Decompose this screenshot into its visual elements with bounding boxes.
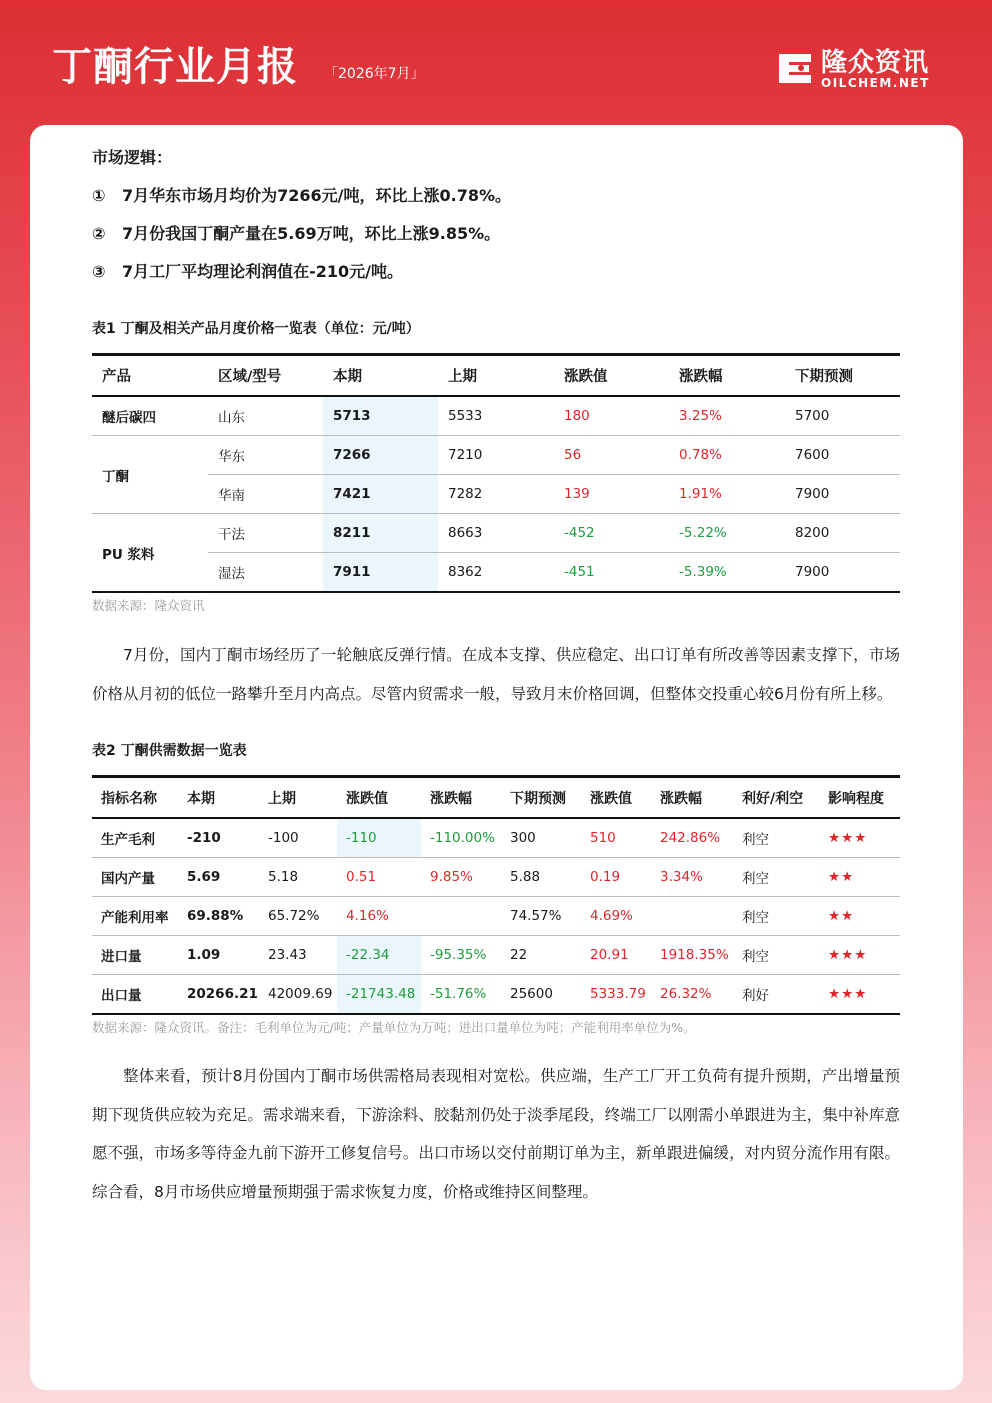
forecast-cell: 7600 bbox=[785, 436, 900, 475]
current-cell: 5713 bbox=[323, 396, 438, 436]
table-row bbox=[92, 818, 900, 858]
change-cell: -451 bbox=[554, 553, 669, 593]
market-logic-item bbox=[92, 261, 900, 283]
column-header: 上期 bbox=[438, 355, 554, 397]
current-cell: 7421 bbox=[323, 475, 438, 514]
price-table bbox=[92, 353, 900, 593]
forecast-change-cell: 4.69% bbox=[581, 897, 651, 936]
pct-cell: 0.78% bbox=[669, 436, 785, 475]
impact-level-stars: ★★★ bbox=[819, 818, 900, 858]
oilchem-logo-icon bbox=[775, 50, 815, 86]
impact-level-stars: ★★★ bbox=[819, 975, 900, 1015]
forecast-cell: 25600 bbox=[501, 975, 581, 1015]
indicator-cell: 国内产量 bbox=[92, 858, 178, 897]
column-header: 影响程度 bbox=[819, 777, 900, 819]
table2-title: 表2 丁酮供需数据一览表 bbox=[92, 743, 247, 759]
forecast-cell: 7900 bbox=[785, 475, 900, 514]
indicator-cell: 生产毛利 bbox=[92, 818, 178, 858]
previous-cell: 65.72% bbox=[259, 897, 337, 936]
table-row bbox=[92, 858, 900, 897]
forecast-cell: 8200 bbox=[785, 514, 900, 553]
table-row bbox=[92, 936, 900, 975]
current-cell: 69.88% bbox=[178, 897, 259, 936]
product-cell: 丁酮 bbox=[92, 436, 208, 514]
forecast-pct-cell: 1918.35% bbox=[651, 936, 733, 975]
column-header: 涨跌值 bbox=[581, 777, 651, 819]
column-header: 本期 bbox=[323, 355, 438, 397]
previous-cell: 7282 bbox=[438, 475, 554, 514]
previous-cell: 7210 bbox=[438, 436, 554, 475]
pct-cell: 9.85% bbox=[421, 858, 501, 897]
column-header: 涨跌幅 bbox=[669, 355, 785, 397]
forecast-cell: 300 bbox=[501, 818, 581, 858]
column-header: 涨跌值 bbox=[554, 355, 669, 397]
logo-text-cn: 隆众资讯 bbox=[821, 48, 930, 78]
logic-number: ③ bbox=[92, 262, 106, 281]
pct-cell: 3.25% bbox=[669, 396, 785, 436]
impact-cell: 利空 bbox=[733, 936, 819, 975]
impact-cell: 利空 bbox=[733, 858, 819, 897]
column-header: 本期 bbox=[178, 777, 259, 819]
column-header: 涨跌值 bbox=[337, 777, 421, 819]
table-row bbox=[92, 436, 900, 475]
indicator-cell: 进口量 bbox=[92, 936, 178, 975]
previous-cell: -100 bbox=[259, 818, 337, 858]
forecast-change-cell: 510 bbox=[581, 818, 651, 858]
impact-level-stars: ★★ bbox=[819, 897, 900, 936]
logic-text: 7月工厂平均理论利润值在-210元/吨。 bbox=[122, 262, 404, 281]
region-cell: 湿法 bbox=[208, 553, 323, 593]
impact-level-stars: ★★ bbox=[819, 858, 900, 897]
report-card bbox=[30, 125, 963, 1390]
change-cell: 0.51 bbox=[337, 858, 421, 897]
change-cell: 139 bbox=[554, 475, 669, 514]
region-cell: 山东 bbox=[208, 396, 323, 436]
market-logic-item bbox=[92, 185, 900, 207]
forecast-pct-cell: 242.86% bbox=[651, 818, 733, 858]
report-title: 丁酮行业月报 bbox=[52, 44, 298, 90]
table-row bbox=[92, 514, 900, 553]
change-cell: -110 bbox=[337, 818, 421, 858]
table1-source: 数据来源：隆众资讯 bbox=[92, 598, 205, 613]
logo-text-en: OILCHEM.NET bbox=[821, 76, 930, 90]
table-row bbox=[92, 553, 900, 593]
change-cell: 180 bbox=[554, 396, 669, 436]
report-header bbox=[0, 0, 992, 125]
oilchem-logo bbox=[775, 50, 945, 90]
column-header: 涨跌幅 bbox=[421, 777, 501, 819]
change-cell: -452 bbox=[554, 514, 669, 553]
forecast-pct-cell: 3.34% bbox=[651, 858, 733, 897]
logic-text: 7月华东市场月均价为7266元/吨，环比上涨0.78%。 bbox=[122, 186, 512, 205]
table-row bbox=[92, 396, 900, 436]
change-cell: 4.16% bbox=[337, 897, 421, 936]
forecast-pct-cell bbox=[651, 897, 733, 936]
product-cell: 醚后碳四 bbox=[92, 396, 208, 436]
impact-level-stars: ★★★ bbox=[819, 936, 900, 975]
forecast-cell: 22 bbox=[501, 936, 581, 975]
region-cell: 华南 bbox=[208, 475, 323, 514]
logic-number: ① bbox=[92, 186, 106, 205]
column-header: 涨跌幅 bbox=[651, 777, 733, 819]
pct-cell: -110.00% bbox=[421, 818, 501, 858]
column-header: 下期预测 bbox=[785, 355, 900, 397]
market-logic-title: 市场逻辑： bbox=[92, 148, 173, 167]
table-row bbox=[92, 975, 900, 1015]
forecast-change-cell: 5333.79 bbox=[581, 975, 651, 1015]
change-cell: 56 bbox=[554, 436, 669, 475]
previous-cell: 8663 bbox=[438, 514, 554, 553]
column-header: 下期预测 bbox=[501, 777, 581, 819]
impact-cell: 利空 bbox=[733, 818, 819, 858]
report-date: 「2026年7月」 bbox=[324, 66, 425, 82]
table1-title: 表1 丁酮及相关产品月度价格一览表（单位：元/吨） bbox=[92, 321, 420, 337]
forecast-cell: 5.88 bbox=[501, 858, 581, 897]
column-header: 产品 bbox=[92, 355, 208, 397]
forecast-change-cell: 0.19 bbox=[581, 858, 651, 897]
pct-cell: -51.76% bbox=[421, 975, 501, 1015]
forecast-change-cell: 20.91 bbox=[581, 936, 651, 975]
analysis-paragraph-1: 7月份，国内丁酮市场经历了一轮触底反弹行情。在成本支撑、供应稳定、出口订单有所改善等因素支撑下，市场价格从月初的低位一路攀升至月内高点。尽管内贸需求一般，导致月末价格回调，但整体交投重心较6月份有所上移。 bbox=[92, 646, 900, 703]
current-cell: 20266.21 bbox=[178, 975, 259, 1015]
previous-cell: 5533 bbox=[438, 396, 554, 436]
pct-cell: 1.91% bbox=[669, 475, 785, 514]
column-header: 上期 bbox=[259, 777, 337, 819]
region-cell: 华东 bbox=[208, 436, 323, 475]
table-header-row bbox=[92, 355, 900, 397]
table-row bbox=[92, 475, 900, 514]
forecast-pct-cell: 26.32% bbox=[651, 975, 733, 1015]
forecast-cell: 7900 bbox=[785, 553, 900, 593]
forecast-cell: 5700 bbox=[785, 396, 900, 436]
column-header: 利好/利空 bbox=[733, 777, 819, 819]
current-cell: 5.69 bbox=[178, 858, 259, 897]
column-header: 指标名称 bbox=[92, 777, 178, 819]
current-cell: 1.09 bbox=[178, 936, 259, 975]
region-cell: 干法 bbox=[208, 514, 323, 553]
column-header: 区域/型号 bbox=[208, 355, 323, 397]
table-header-row bbox=[92, 777, 900, 819]
current-cell: 7911 bbox=[323, 553, 438, 593]
indicator-cell: 出口量 bbox=[92, 975, 178, 1015]
current-cell: -210 bbox=[178, 818, 259, 858]
pct-cell: -5.39% bbox=[669, 553, 785, 593]
pct-cell bbox=[421, 897, 501, 936]
table2-source: 数据来源：隆众资讯。备注：毛利单位为元/吨；产量单位为万吨；进出口量单位为吨；产能利用率单位为%。 bbox=[92, 1020, 696, 1035]
impact-cell: 利好 bbox=[733, 975, 819, 1015]
analysis-paragraph-2: 整体来看，预计8月份国内丁酮市场供需格局表现相对宽松。供应端，生产工厂开工负荷有提升预期，产出增量预期下现货供应较为充足。需求端来看，下游涂料、胶黏剂仍处于淡季尾段，终端工厂以刚需小单跟进为主，集中补库意愿不强，市场多等待金九前下游开工修复信号。出口市场以交付前期订单为主，新单跟进偏缓，对内贸分流作用有限。综合看，8月市场供应增量预期强于需求恢复力度，价格或维持区间整理。 bbox=[92, 1067, 900, 1201]
forecast-cell: 74.57% bbox=[501, 897, 581, 936]
logic-number: ② bbox=[92, 224, 106, 243]
supply-demand-table bbox=[92, 775, 900, 1015]
indicator-cell: 产能利用率 bbox=[92, 897, 178, 936]
product-cell: PU 浆料 bbox=[92, 514, 208, 593]
previous-cell: 42009.69 bbox=[259, 975, 337, 1015]
current-cell: 8211 bbox=[323, 514, 438, 553]
table-row bbox=[92, 897, 900, 936]
current-cell: 7266 bbox=[323, 436, 438, 475]
report-content bbox=[92, 147, 900, 1211]
logic-text: 7月份我国丁酮产量在5.69万吨，环比上涨9.85%。 bbox=[122, 224, 501, 243]
pct-cell: -5.22% bbox=[669, 514, 785, 553]
pct-cell: -95.35% bbox=[421, 936, 501, 975]
previous-cell: 23.43 bbox=[259, 936, 337, 975]
impact-cell: 利空 bbox=[733, 897, 819, 936]
change-cell: -22.34 bbox=[337, 936, 421, 975]
market-logic-item bbox=[92, 223, 900, 245]
previous-cell: 8362 bbox=[438, 553, 554, 593]
change-cell: -21743.48 bbox=[337, 975, 421, 1015]
previous-cell: 5.18 bbox=[259, 858, 337, 897]
